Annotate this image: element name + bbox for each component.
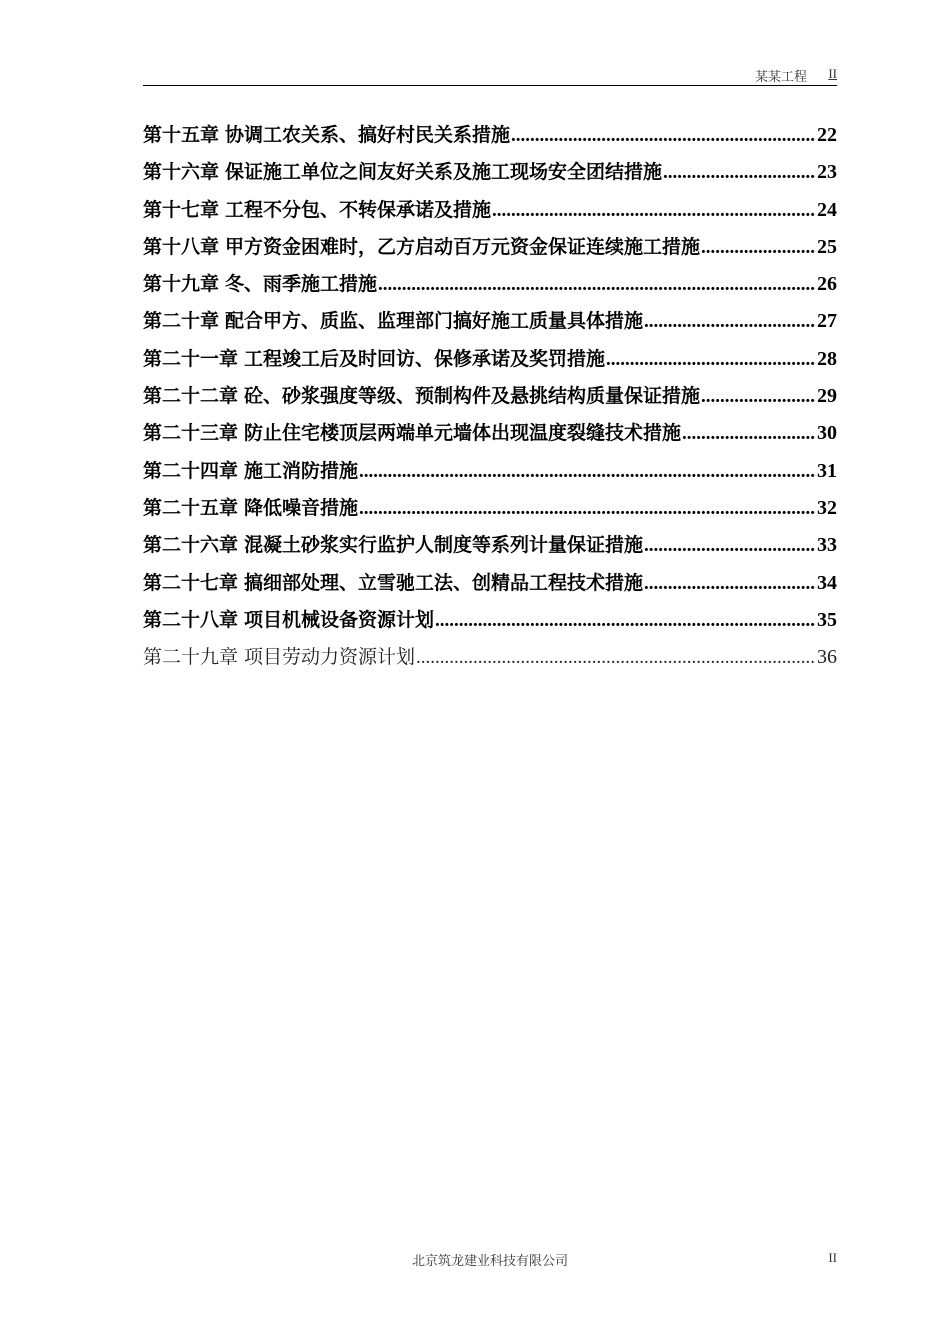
toc-chapter-title: 防止住宅楼顶层两端单元墙体出现温度裂缝技术措施 bbox=[244, 422, 682, 445]
toc-chapter-title: 协调工农关系、搞好村民关系措施 bbox=[225, 124, 511, 146]
toc-chapter-number: 第十五章 bbox=[143, 124, 220, 146]
toc-leader-dots bbox=[359, 490, 816, 527]
table-of-contents bbox=[143, 117, 837, 676]
toc-page-number: 24 bbox=[817, 198, 837, 221]
toc-page-number: 29 bbox=[817, 385, 837, 408]
footer-page-number: II bbox=[828, 1250, 837, 1265]
toc-page-number: 35 bbox=[817, 608, 837, 631]
toc-entry[interactable] bbox=[143, 192, 837, 229]
toc-leader-dots bbox=[606, 341, 816, 378]
toc-chapter-number: 第十六章 bbox=[143, 161, 220, 184]
toc-leader-dots bbox=[378, 266, 816, 303]
toc-chapter-title: 施工消防措施 bbox=[244, 459, 359, 482]
header-page-number: II bbox=[828, 66, 837, 81]
toc-page-number: 30 bbox=[817, 422, 837, 445]
toc-entry[interactable] bbox=[143, 527, 837, 564]
toc-chapter-number: 第二十八章 bbox=[143, 608, 239, 631]
toc-entry[interactable] bbox=[143, 415, 837, 452]
toc-entry[interactable] bbox=[143, 154, 837, 191]
toc-leader-dots bbox=[435, 602, 816, 639]
toc-chapter-title: 工程不分包、不转保承诺及措施 bbox=[225, 198, 492, 221]
toc-leader-dots bbox=[644, 303, 816, 340]
toc-chapter-number: 第二十三章 bbox=[143, 422, 239, 445]
toc-leader-dots bbox=[416, 639, 816, 676]
toc-chapter-number: 第二十四章 bbox=[143, 459, 239, 482]
toc-entry[interactable] bbox=[143, 229, 837, 266]
toc-chapter-number: 第十八章 bbox=[143, 235, 220, 258]
toc-page-number: 34 bbox=[817, 571, 837, 594]
toc-leader-dots bbox=[492, 192, 816, 229]
page-header bbox=[143, 64, 837, 86]
toc-page-number: 31 bbox=[817, 459, 837, 482]
toc-chapter-number: 第二十五章 bbox=[143, 496, 239, 519]
toc-leader-dots bbox=[663, 154, 816, 191]
toc-leader-dots bbox=[682, 415, 816, 452]
toc-chapter-number: 第二十二章 bbox=[143, 385, 239, 408]
toc-chapter-title: 降低噪音措施 bbox=[244, 496, 359, 519]
toc-page-number: 23 bbox=[817, 161, 837, 184]
toc-page-number: 26 bbox=[817, 273, 837, 296]
toc-page-number: 36 bbox=[817, 646, 837, 669]
toc-leader-dots bbox=[644, 565, 816, 602]
toc-chapter-title: 保证施工单位之间友好关系及施工现场安全团结措施 bbox=[225, 161, 663, 184]
toc-page-number: 25 bbox=[817, 235, 837, 258]
toc-entry[interactable] bbox=[143, 378, 837, 415]
toc-leader-dots bbox=[644, 527, 816, 564]
toc-page-number: 32 bbox=[817, 496, 837, 519]
toc-chapter-title: 混凝土砂浆实行监护人制度等系列计量保证措施 bbox=[244, 534, 644, 557]
toc-entry[interactable] bbox=[143, 453, 837, 490]
toc-chapter-number: 第二十九章 bbox=[143, 646, 239, 669]
toc-entry[interactable] bbox=[143, 490, 837, 527]
toc-chapter-number: 第二十章 bbox=[143, 310, 220, 333]
toc-chapter-number: 第二十一章 bbox=[143, 347, 239, 370]
toc-leader-dots bbox=[359, 453, 816, 490]
toc-chapter-title: 冬、雨季施工措施 bbox=[225, 273, 378, 296]
toc-entry[interactable] bbox=[143, 341, 837, 378]
toc-leader-dots bbox=[701, 229, 816, 266]
toc-chapter-title: 甲方资金困难时，乙方启动百万元资金保证连续施工措施 bbox=[225, 235, 701, 258]
toc-entry[interactable] bbox=[143, 117, 837, 154]
toc-page-number: 28 bbox=[817, 347, 837, 370]
page-footer bbox=[143, 1250, 837, 1270]
toc-chapter-title: 项目劳动力资源计划 bbox=[244, 646, 416, 669]
toc-entry[interactable] bbox=[143, 602, 837, 639]
toc-chapter-number: 第二十六章 bbox=[143, 534, 239, 557]
toc-entry[interactable] bbox=[143, 266, 837, 303]
toc-entry[interactable] bbox=[143, 565, 837, 602]
toc-chapter-number: 第十七章 bbox=[143, 198, 220, 221]
header-title: 某某工程 bbox=[754, 70, 807, 85]
toc-entry[interactable] bbox=[143, 303, 837, 340]
toc-chapter-number: 第二十七章 bbox=[143, 571, 239, 594]
toc-page-number: 27 bbox=[817, 310, 837, 333]
toc-chapter-number: 第十九章 bbox=[143, 273, 220, 296]
toc-chapter-title: 配合甲方、质监、监理部门搞好施工质量具体措施 bbox=[225, 310, 644, 333]
toc-chapter-title: 搞细部处理、立雪驰工法、创精品工程技术措施 bbox=[244, 571, 644, 594]
toc-page-number: 33 bbox=[817, 534, 837, 557]
toc-chapter-title: 砼、砂浆强度等级、预制构件及悬挑结构质量保证措施 bbox=[244, 385, 701, 408]
toc-entry[interactable] bbox=[143, 639, 837, 676]
toc-leader-dots bbox=[701, 378, 816, 415]
toc-page-number: 22 bbox=[817, 124, 837, 146]
toc-chapter-title: 项目机械设备资源计划 bbox=[244, 608, 435, 631]
toc-chapter-title: 工程竣工后及时回访、保修承诺及奖罚措施 bbox=[244, 347, 606, 370]
toc-leader-dots bbox=[511, 117, 816, 154]
footer-company-name: 北京筑龙建业科技有限公司 bbox=[411, 1254, 568, 1269]
